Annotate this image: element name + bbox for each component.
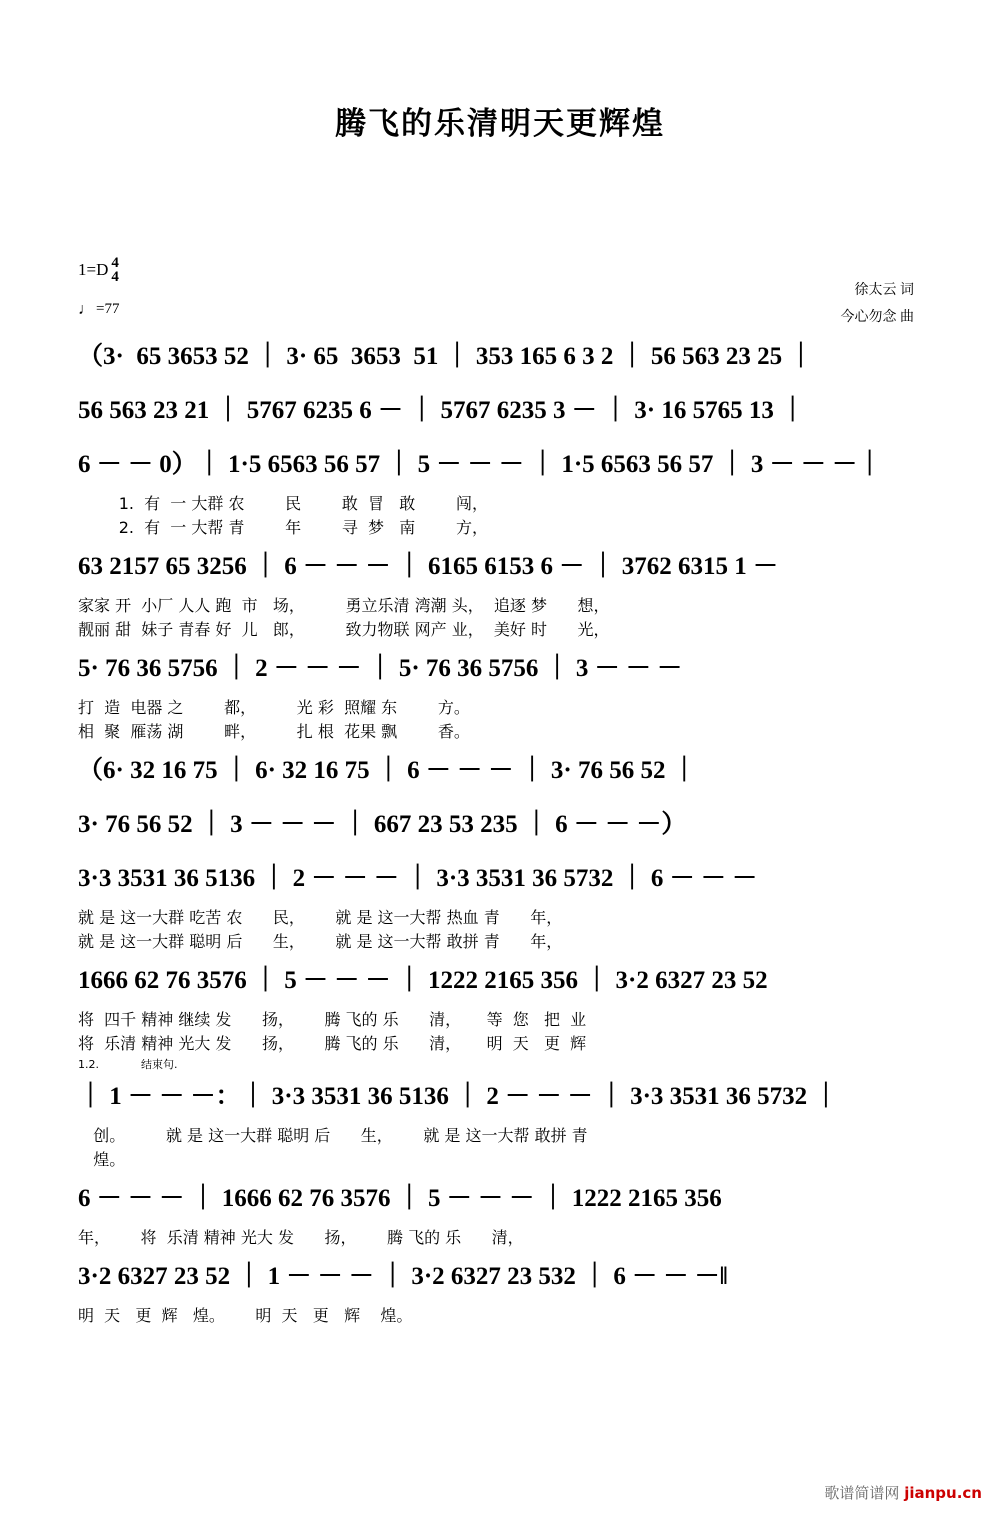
first-second-ending-label: 1.2. (78, 1058, 99, 1071)
watermark-text: 歌谱简谱网 (824, 1484, 900, 1502)
score-notation-line: ｜ 1 － － －：｜ 3·3 3531 36 5136 ｜ 2 － － － ｜ 3·3 3531 36 5732 ｜ (78, 1083, 839, 1110)
score-notation-line: 6 － － － ｜ 1666 62 76 3576 ｜ 5 － － － ｜ 1222 2165 356 (78, 1185, 722, 1212)
ending-brackets (78, 1056, 922, 1070)
score-notation-line: 63 2157 65 3256 ｜ 6 － － － ｜ 6165 6153 6 － ｜ 3762 6315 1 － (78, 553, 779, 580)
page-title: 腾飞的乐清明天更辉煌 (335, 106, 665, 142)
lyric-line: 家家 开 小厂 人人 跑 市 场， 勇立乐清 湾潮 头， 追逐 梦 想， (78, 596, 610, 615)
key-label: 1=D (78, 260, 109, 280)
tempo-value: =77 (96, 301, 120, 317)
composer: 今心勿念 曲 (840, 309, 914, 325)
lyric-line: 将 乐清 精神 光大 发 扬， 腾 飞的 乐 清， 明 天 更 辉 (78, 1034, 587, 1053)
key-and-tempo-block (78, 256, 119, 319)
score-notation-line: 1666 62 76 3576 ｜ 5 － － － ｜ 1222 2165 356 ｜ 3·2 6327 23 52 (78, 967, 768, 994)
key-signature (78, 256, 119, 285)
time-signature-top: 4 (111, 255, 119, 271)
score-body (0, 330, 1000, 1328)
lyric-line: 打 造 电器 之 都， 光 彩 照耀 东 方。 (78, 698, 470, 717)
score-notation-line: 5· 76 36 5756 ｜ 2 － － － ｜ 5· 76 36 5756 ｜ 3 － － － (78, 655, 683, 682)
score-notation-line: 56 563 23 21 ｜ 5767 6235 6 － ｜ 5767 6235 3 － ｜ 3· 16 5765 13 ｜ (78, 397, 806, 424)
lyric-line: 煌。 (78, 1150, 126, 1169)
credits (841, 278, 915, 331)
time-signature-bottom: 4 (111, 269, 119, 286)
sheet-music-page (0, 98, 1000, 1513)
score-notation-line: 3· 76 56 52 ｜ 3 － － － ｜ 667 23 53 235 ｜ 6 － － －） (78, 811, 687, 838)
lyric-line: 将 四千 精神 继续 发 扬， 腾 飞的 乐 清， 等 您 把 业 (78, 1010, 587, 1029)
lyric-line: 相 聚 雁荡 湖 畔， 扎 根 花果 飘 香。 (78, 722, 470, 741)
lyric-line: 明 天 更 辉 煌。 明 天 更 辉 煌。 (78, 1306, 413, 1325)
score-notation-line: 3·3 3531 36 5136 ｜ 2 － － － ｜ 3·3 3531 36 5732 ｜ 6 － － － (78, 865, 758, 892)
lyric-line: 创。 就 是 这一大群 聪明 后 生， 就 是 这一大帮 敢拼 青 (78, 1126, 588, 1145)
lyric-line: 就 是 这一大群 吃苦 农 民， 就 是 这一大帮 热血 青 年， (78, 908, 563, 927)
time-signature (111, 256, 119, 285)
quarter-note-icon: ♩ (78, 300, 94, 318)
score-notation-line: 6 － － 0）｜ 1·5 6563 56 57 ｜ 5 － － － ｜ 1·5 6563 56 57 ｜ 3 － － －｜ (78, 451, 883, 478)
coda-label: 结束句. (140, 1058, 178, 1071)
score-notation-line: 3·2 6327 23 52 ｜ 1 － － － ｜ 3·2 6327 23 532 ｜ 6 － － －‖ (78, 1263, 728, 1290)
lyric-line: 靓丽 甜 妹子 青春 好 儿 郎， 致力物联 网产 业， 美好 时 光， (78, 620, 610, 639)
tempo-marking (78, 301, 119, 319)
score-notation-line: （6· 32 16 75 ｜ 6· 32 16 75 ｜ 6 － － － ｜ 3· 76 56 52 ｜ (78, 757, 697, 784)
watermark (824, 1482, 982, 1503)
lyric-line: 年， 将 乐清 精神 光大 发 扬， 腾 飞的 乐 清， (78, 1228, 524, 1247)
lyric-line: 就 是 这一大群 聪明 后 生， 就 是 这一大帮 敢拼 青 年， (78, 932, 563, 951)
watermark-site: jianpu.cn (904, 1484, 982, 1502)
score-notation-line: （3· 65 3653 52 ｜ 3· 65 3653 51 ｜ 353 165 6 3 2 ｜ 56 563 23 25 ｜ (78, 343, 814, 370)
lyric-line: 1. 有 一 大群 农 民 敢 冒 敢 闯， (78, 494, 488, 513)
lyric-line: 2. 有 一 大帮 青 年 寻 梦 南 方， (78, 518, 488, 537)
lyricist: 徐太云 词 (854, 283, 914, 298)
